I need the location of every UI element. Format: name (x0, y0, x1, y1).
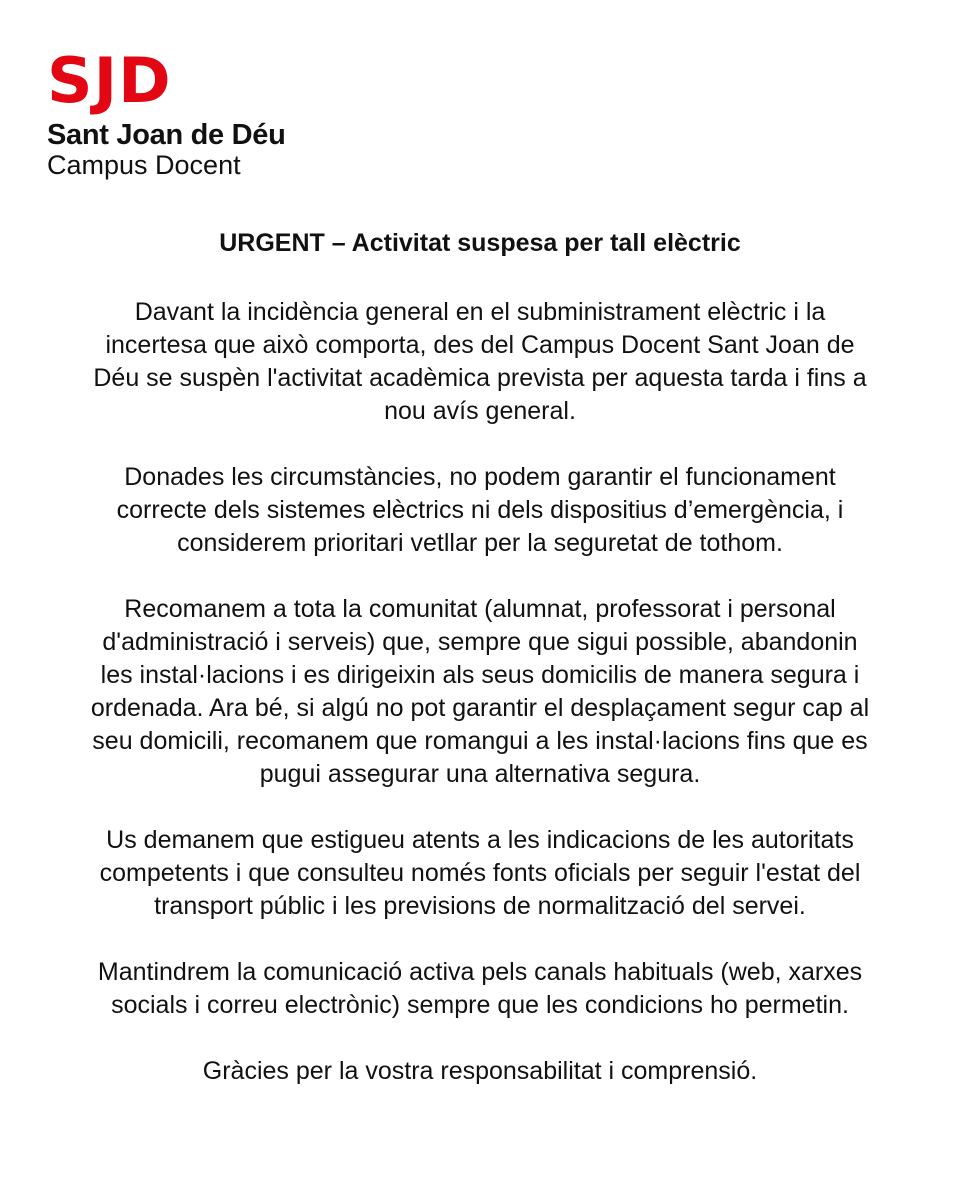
notice-paragraph-safety: Donades les circumstàncies, no podem garantir el funcionament correcte dels sistemes elèctrics ni dels dispositius d’emergència, i considerem prioritari vetllar per la seguretat de tothom. (116, 463, 844, 557)
notice-paragraph-communication: Mantindrem la comunicació activa pels canals habituals (web, xarxes socials i correu electrònic) sempre que les condicions ho permetin. (97, 958, 863, 1019)
notice-paragraph-authorities: Us demanem que estigueu atents a les indicacions de les autoritats competents i que consulteu només fonts oficials per seguir l'estat del transport públic i les previsions de normalització del servei. (99, 826, 861, 920)
logo-mark: SJD (47, 44, 172, 117)
notice-paragraph-thanks: Gràcies per la vostra responsabilitat i comprensió. (202, 1057, 758, 1085)
notice-title: URGENT – Activitat suspesa per tall elèctric (219, 229, 741, 257)
sjd-logo (47, 44, 286, 180)
notice-paragraph-recommendation: Recomanem a tota la comunitat (alumnat, professorat i personal d'administració i serveis) que, sempre que sigui possible, abandonin les instal·lacions i es dirigeixin als seus domicilis de manera segura i ordenada. Ara bé, si algú no pot garantir el desplaçament segur cap al seu domicili, recomanem que romangui a les instal·lacions fins que es pugui assegurar una alternativa segura. (90, 595, 870, 788)
notice-body (40, 226, 920, 1121)
logo-subtitle: Campus Docent (47, 150, 241, 180)
notice-paragraph-suspension: Davant la incidència general en el subministrament elèctric i la incertesa que això comporta, des del Campus Docent Sant Joan de Déu se suspèn l'activitat acadèmica prevista per aquesta tarda i fins a nou avís general. (93, 298, 867, 425)
logo-name: Sant Joan de Déu (47, 119, 286, 151)
